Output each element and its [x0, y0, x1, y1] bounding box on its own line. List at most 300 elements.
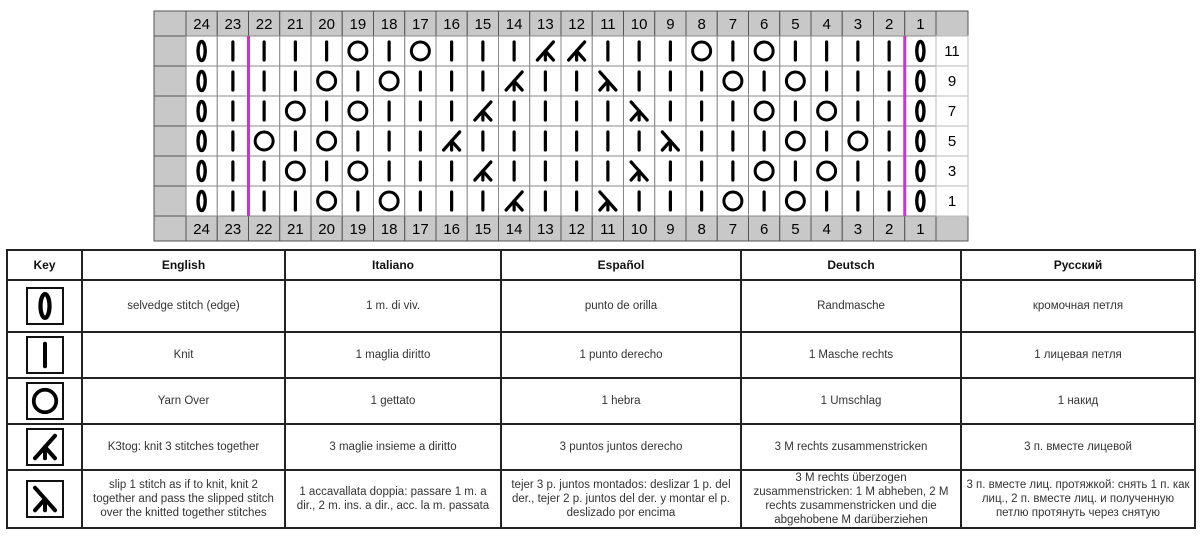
column-header-top: [842, 11, 873, 36]
stitch-key-table: [6, 249, 1196, 529]
column-number: 12: [568, 16, 585, 33]
column-header-top: [467, 11, 498, 36]
column-number: 21: [287, 16, 304, 33]
column-header-top: [405, 11, 436, 36]
knit-stitch-icon: [749, 66, 780, 96]
column-header-bottom: [874, 216, 905, 241]
column-header-top: [717, 11, 748, 36]
knit-stitch-icon: [686, 126, 717, 156]
column-header-bottom: [749, 216, 780, 241]
knit-stitch-icon: [342, 186, 373, 216]
row-number: 3: [947, 163, 957, 180]
knit-stitch-icon: [311, 36, 342, 66]
knit-stitch-icon: [217, 156, 248, 186]
knit-stitch-icon: [780, 36, 811, 66]
row-number: 1: [947, 193, 957, 210]
knit-stitch-icon: [686, 186, 717, 216]
column-number: 4: [822, 16, 831, 33]
knit-stitch-icon: [217, 96, 248, 126]
column-number: 5: [791, 221, 800, 238]
column-header-bottom: [624, 216, 655, 241]
column-number: 4: [822, 221, 831, 238]
selvedge-stitch-icon: [905, 156, 936, 186]
chart-row: [154, 66, 968, 96]
yarn-over-icon: [780, 126, 811, 156]
knit-stitch-icon: [717, 96, 748, 126]
italiano-text: 1 accavallata doppia: passare 1 m. a dir., 2 m. ins. a dir., acc. la m. passata: [285, 470, 501, 528]
k3tog-icon: [499, 66, 530, 96]
column-header-bottom: [499, 216, 530, 241]
knit-stitch-icon: [436, 96, 467, 126]
column-header-bottom: [686, 216, 717, 241]
italiano-text: 1 m. di viv.: [285, 280, 501, 332]
yarn-over-icon: [311, 126, 342, 156]
row-number: 11: [944, 43, 960, 60]
knit-stitch-icon: [624, 186, 655, 216]
header-russian: Русский: [961, 250, 1195, 280]
column-number: 3: [853, 221, 863, 238]
knit-stitch-icon: [686, 156, 717, 186]
yarn-over-icon: [342, 96, 373, 126]
knit-stitch-icon: [655, 186, 686, 216]
column-header-bottom: [467, 216, 498, 241]
key-cell: [7, 332, 82, 378]
knit-stitch-icon: [499, 126, 530, 156]
column-number: 14: [505, 221, 523, 238]
column-number: 3: [853, 16, 863, 33]
deutsch-text: 3 M rechts überzogen zusammenstricken: 1 M abheben, 2 M rechts zusammenstricken und die abgehobene M darüberziehen: [741, 470, 961, 528]
chart-row: [154, 126, 968, 156]
espanol-text: 1 hebra: [501, 378, 741, 424]
knit-stitch-icon: [499, 36, 530, 66]
knit-stitch-icon: [436, 156, 467, 186]
russian-text: кромочная петля: [961, 280, 1195, 332]
knit-stitch-icon: [280, 186, 311, 216]
knit-stitch-icon: [217, 66, 248, 96]
deutsch-text: 3 M rechts zusammenstricken: [741, 424, 961, 470]
column-header-top: [342, 11, 373, 36]
yarn-over-icon: [249, 126, 280, 156]
selvedge-stitch-icon: [905, 66, 936, 96]
knit-stitch-icon: [280, 36, 311, 66]
k3tog-icon: [467, 156, 498, 186]
knit-stitch-icon: [561, 66, 592, 96]
selvedge-stitch-icon: [905, 126, 936, 156]
knit-stitch-icon: [717, 126, 748, 156]
yarn-over-icon: [342, 36, 373, 66]
knit-stitch-icon: [249, 66, 280, 96]
knit-stitch-icon: [436, 66, 467, 96]
knit-stitch-icon: [842, 186, 873, 216]
sk2p-icon: [655, 126, 686, 156]
russian-text: 3 п. вместе лицевой: [961, 424, 1195, 470]
column-header-top: [686, 11, 717, 36]
column-number: 7: [728, 16, 738, 33]
row-number: 9: [947, 73, 957, 90]
knit-stitch-icon: [342, 66, 373, 96]
column-header-bottom: [811, 216, 842, 241]
italiano-text: 1 gettato: [285, 378, 501, 424]
selvedge-stitch-icon: [186, 186, 217, 216]
knit-stitch-icon: [842, 96, 873, 126]
column-number: 20: [318, 221, 335, 238]
deutsch-text: 1 Masche rechts: [741, 332, 961, 378]
column-header-bottom: [592, 216, 623, 241]
sk2p-icon: [624, 156, 655, 186]
english-text: Knit: [82, 332, 285, 378]
column-number: 10: [630, 16, 648, 33]
selvedge-stitch-icon: [186, 66, 217, 96]
knit-stitch-icon: [624, 36, 655, 66]
deutsch-text: Randmasche: [741, 280, 961, 332]
column-number: 7: [728, 221, 738, 238]
header-italiano: Italiano: [285, 250, 501, 280]
column-number: 16: [443, 16, 460, 33]
yarn-over-icon: [374, 186, 405, 216]
column-header-top: [592, 11, 623, 36]
column-number: 1: [916, 16, 925, 33]
russian-text: 3 п. вместе лиц. протяжкой: снять 1 п. как лиц., 2 п. вместе лиц. и полученную петлю протянуть через снятую: [961, 470, 1195, 528]
column-number: 6: [759, 221, 769, 238]
column-number: 17: [412, 16, 429, 33]
knit-stitch-icon: [467, 126, 498, 156]
yarn-over-icon: [717, 66, 748, 96]
k3tog-icon: [530, 36, 561, 66]
espanol-text: punto de orilla: [501, 280, 741, 332]
column-number: 20: [318, 16, 335, 33]
yarn-over-icon: [811, 96, 842, 126]
knit-stitch-icon: [311, 156, 342, 186]
knit-stitch-icon: [249, 186, 280, 216]
selvedge-stitch-icon: [905, 96, 936, 126]
column-header-top: [186, 11, 217, 36]
column-header-top: [249, 11, 280, 36]
header-deutsch: Deutsch: [741, 250, 961, 280]
column-number: 15: [474, 16, 492, 33]
yarn-over-icon: [842, 126, 873, 156]
column-header-bottom: [217, 216, 248, 241]
legend-row: [7, 424, 1195, 470]
knit-stitch-icon: [405, 126, 436, 156]
legend-row: [7, 332, 1195, 378]
knit-stitch-icon: [405, 186, 436, 216]
column-number: 24: [193, 16, 210, 33]
column-number: 23: [224, 221, 242, 238]
k3tog-icon: [436, 126, 467, 156]
column-number: 1: [916, 221, 925, 238]
column-number: 18: [380, 221, 398, 238]
sk2p-icon: [26, 480, 64, 518]
knit-stitch-icon: [530, 186, 561, 216]
column-header-top: [624, 11, 655, 36]
selvedge-stitch-icon: [186, 96, 217, 126]
header-espanol: Español: [501, 250, 741, 280]
column-header-top: [217, 11, 248, 36]
key-cell: [7, 378, 82, 424]
knit-stitch-icon: [624, 126, 655, 156]
knit-stitch-icon: [874, 96, 905, 126]
column-header-bottom: [311, 216, 342, 241]
column-number: 16: [443, 221, 460, 238]
deutsch-text: 1 Umschlag: [741, 378, 961, 424]
column-number: 24: [193, 221, 210, 238]
russian-text: 1 накид: [961, 378, 1195, 424]
column-number: 14: [505, 16, 523, 33]
knit-stitch-icon: [530, 126, 561, 156]
chart-row: [154, 36, 968, 66]
knit-stitch-icon: [561, 96, 592, 126]
column-number: 22: [255, 16, 273, 33]
yarn-over-icon: [780, 186, 811, 216]
knit-stitch-icon: [26, 336, 64, 374]
column-header-top: [655, 11, 686, 36]
knit-stitch-icon: [842, 66, 873, 96]
column-header-bottom: [655, 216, 686, 241]
selvedge-stitch-icon: [186, 156, 217, 186]
knit-stitch-icon: [780, 96, 811, 126]
knit-stitch-icon: [874, 126, 905, 156]
knit-stitch-icon: [467, 186, 498, 216]
yarn-over-icon: [749, 96, 780, 126]
knit-stitch-icon: [280, 126, 311, 156]
knit-stitch-icon: [842, 36, 873, 66]
column-number: 13: [537, 16, 554, 33]
knit-stitch-icon: [374, 36, 405, 66]
column-number: 22: [255, 221, 273, 238]
english-text: selvedge stitch (edge): [82, 280, 285, 332]
knit-stitch-icon: [405, 96, 436, 126]
column-header-bottom: [905, 216, 936, 241]
yarn-over-icon: [311, 66, 342, 96]
yarn-over-icon: [26, 382, 64, 420]
legend-header-row: [7, 250, 1195, 280]
knit-stitch-icon: [530, 66, 561, 96]
yarn-over-icon: [405, 36, 436, 66]
k3tog-icon: [26, 428, 64, 466]
knit-stitch-icon: [217, 126, 248, 156]
column-header-bottom: [342, 216, 373, 241]
english-text: Yarn Over: [82, 378, 285, 424]
column-number: 9: [666, 16, 675, 33]
chart-row: [154, 156, 968, 186]
knit-stitch-icon: [874, 186, 905, 216]
yarn-over-icon: [749, 36, 780, 66]
yarn-over-icon: [749, 156, 780, 186]
knit-stitch-icon: [530, 96, 561, 126]
k3tog-icon: [467, 96, 498, 126]
column-number: 9: [666, 221, 675, 238]
knit-stitch-icon: [592, 96, 623, 126]
column-number: 19: [349, 16, 367, 33]
sk2p-icon: [592, 66, 623, 96]
knit-stitch-icon: [749, 186, 780, 216]
selvedge-stitch-icon: [905, 36, 936, 66]
yarn-over-icon: [374, 66, 405, 96]
header-key: Key: [7, 250, 82, 280]
column-header-bottom: [530, 216, 561, 241]
column-header-bottom: [561, 216, 592, 241]
knit-stitch-icon: [249, 36, 280, 66]
knitting-chart: [0, 0, 1200, 246]
yarn-over-icon: [280, 156, 311, 186]
chart-row: [154, 186, 968, 216]
knit-stitch-icon: [592, 156, 623, 186]
espanol-text: 3 puntos juntos derecho: [501, 424, 741, 470]
knit-stitch-icon: [280, 66, 311, 96]
selvedge-stitch-icon: [905, 186, 936, 216]
column-number: 2: [884, 221, 894, 238]
column-number: 13: [537, 221, 554, 238]
column-number: 18: [380, 16, 398, 33]
column-number: 23: [224, 16, 242, 33]
key-cell: [7, 280, 82, 332]
knit-stitch-icon: [842, 156, 873, 186]
knit-stitch-icon: [467, 36, 498, 66]
column-header-top: [749, 11, 780, 36]
knit-stitch-icon: [874, 156, 905, 186]
yarn-over-icon: [311, 186, 342, 216]
column-header-bottom: [780, 216, 811, 241]
knit-stitch-icon: [249, 96, 280, 126]
knit-stitch-icon: [811, 126, 842, 156]
knit-stitch-icon: [311, 96, 342, 126]
column-number: 5: [791, 16, 800, 33]
knit-stitch-icon: [561, 156, 592, 186]
column-header-bottom: [842, 216, 873, 241]
column-number: 12: [568, 221, 585, 238]
knit-stitch-icon: [874, 66, 905, 96]
column-header-bottom: [717, 216, 748, 241]
knit-stitch-icon: [374, 96, 405, 126]
column-number: 8: [697, 16, 706, 33]
knit-stitch-icon: [342, 126, 373, 156]
knit-stitch-icon: [561, 186, 592, 216]
espanol-text: 1 punto derecho: [501, 332, 741, 378]
knit-stitch-icon: [655, 156, 686, 186]
knit-stitch-icon: [592, 36, 623, 66]
knit-stitch-icon: [749, 126, 780, 156]
yarn-over-icon: [280, 96, 311, 126]
english-text: slip 1 stitch as if to knit, knit 2 together and pass the slipped stitch over the knitted together stitches: [82, 470, 285, 528]
yarn-over-icon: [717, 186, 748, 216]
yarn-over-icon: [811, 156, 842, 186]
knit-stitch-icon: [217, 36, 248, 66]
knit-stitch-icon: [374, 126, 405, 156]
legend-row: [7, 280, 1195, 332]
row-number: 5: [947, 133, 957, 150]
column-number: 15: [474, 221, 492, 238]
sk2p-icon: [624, 96, 655, 126]
column-number: 6: [759, 16, 769, 33]
column-header-bottom: [249, 216, 280, 241]
column-header-top: [561, 11, 592, 36]
knit-stitch-icon: [405, 156, 436, 186]
column-header-bottom: [436, 216, 467, 241]
italiano-text: 1 maglia diritto: [285, 332, 501, 378]
legend-row: [7, 378, 1195, 424]
column-header-top: [311, 11, 342, 36]
column-header-top: [811, 11, 842, 36]
knit-stitch-icon: [561, 126, 592, 156]
knit-stitch-icon: [717, 156, 748, 186]
knit-stitch-icon: [780, 156, 811, 186]
knit-stitch-icon: [374, 156, 405, 186]
row-number: 7: [947, 103, 957, 120]
english-text: K3tog: knit 3 stitches together: [82, 424, 285, 470]
knit-stitch-icon: [811, 36, 842, 66]
knit-stitch-icon: [249, 156, 280, 186]
key-cell: [7, 470, 82, 528]
knit-stitch-icon: [217, 186, 248, 216]
selvedge-stitch-icon: [26, 287, 64, 325]
knit-stitch-icon: [499, 96, 530, 126]
column-header-top: [499, 11, 530, 36]
column-header-bottom: [280, 216, 311, 241]
column-header-top: [280, 11, 311, 36]
knit-stitch-icon: [467, 66, 498, 96]
knit-stitch-icon: [624, 66, 655, 96]
k3tog-icon: [499, 186, 530, 216]
italiano-text: 3 maglie insieme a diritto: [285, 424, 501, 470]
knit-stitch-icon: [592, 126, 623, 156]
knit-stitch-icon: [436, 186, 467, 216]
k3tog-icon: [561, 36, 592, 66]
column-header-top: [905, 11, 936, 36]
russian-text: 1 лицевая петля: [961, 332, 1195, 378]
chart-row: [154, 96, 968, 126]
knit-stitch-icon: [811, 66, 842, 96]
knit-stitch-icon: [717, 36, 748, 66]
key-cell: [7, 424, 82, 470]
knit-stitch-icon: [686, 96, 717, 126]
column-number: 8: [697, 221, 706, 238]
legend-row: [7, 470, 1195, 528]
yarn-over-icon: [342, 156, 373, 186]
sk2p-icon: [592, 186, 623, 216]
column-header-top: [374, 11, 405, 36]
knit-stitch-icon: [530, 156, 561, 186]
knit-stitch-icon: [436, 36, 467, 66]
column-header-bottom: [374, 216, 405, 241]
espanol-text: tejer 3 p. juntos montados: deslizar 1 p. del der., tejer 2 p. juntos del der. y montar el p. deslizado por encima: [501, 470, 741, 528]
column-number: 2: [884, 16, 894, 33]
column-number: 17: [412, 221, 429, 238]
column-number: 11: [600, 221, 616, 238]
yarn-over-icon: [686, 36, 717, 66]
yarn-over-icon: [780, 66, 811, 96]
knit-stitch-icon: [655, 66, 686, 96]
column-header-bottom: [405, 216, 436, 241]
knit-stitch-icon: [655, 36, 686, 66]
selvedge-stitch-icon: [186, 126, 217, 156]
column-number: 21: [287, 221, 304, 238]
knit-stitch-icon: [686, 66, 717, 96]
knit-stitch-icon: [405, 66, 436, 96]
column-header-top: [874, 11, 905, 36]
knit-stitch-icon: [874, 36, 905, 66]
column-header-top: [780, 11, 811, 36]
column-number: 19: [349, 221, 367, 238]
header-english: English: [82, 250, 285, 280]
column-number: 11: [600, 16, 616, 33]
column-header-top: [530, 11, 561, 36]
knit-stitch-icon: [655, 96, 686, 126]
column-number: 10: [630, 221, 648, 238]
column-header-top: [436, 11, 467, 36]
knit-stitch-icon: [499, 156, 530, 186]
knit-stitch-icon: [811, 186, 842, 216]
selvedge-stitch-icon: [186, 36, 217, 66]
